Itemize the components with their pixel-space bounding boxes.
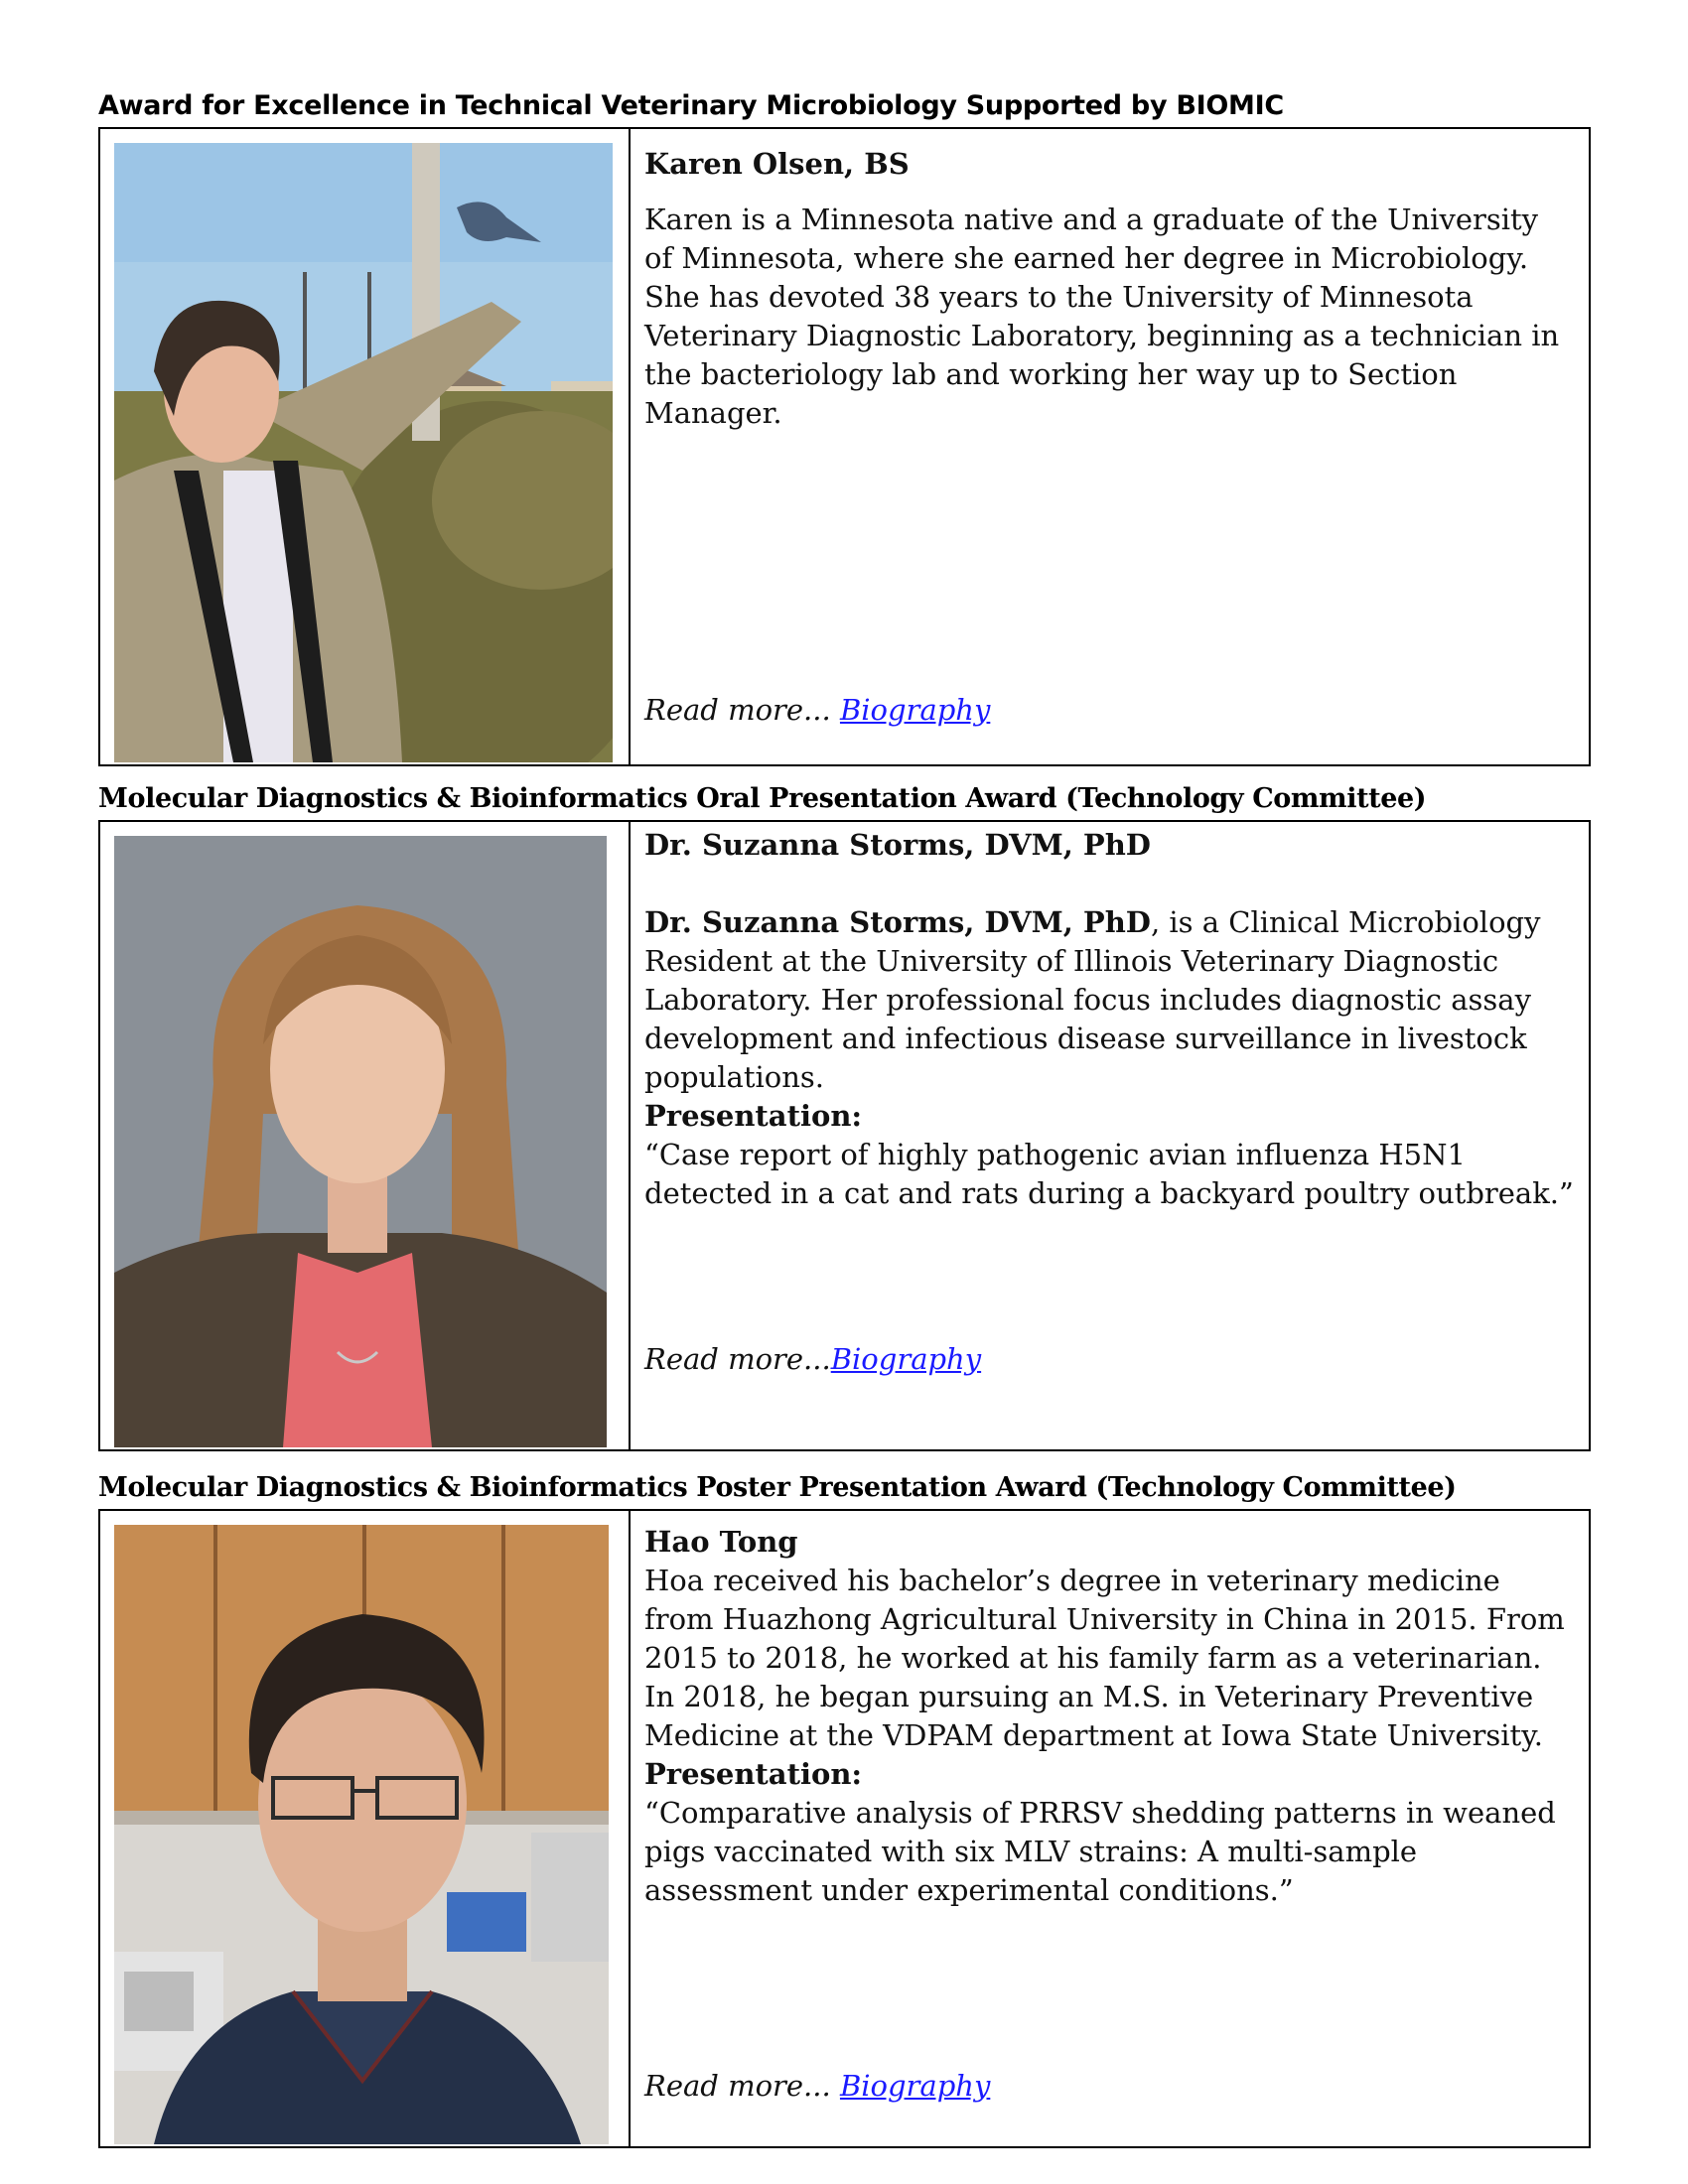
photo-cell	[100, 1511, 631, 2146]
award-card-suzanna-storms	[98, 820, 1591, 1451]
read-more	[644, 1340, 981, 1379]
read-more-prefix: Read more...	[644, 2069, 840, 2103]
awardee-bio-paragraph	[644, 903, 1575, 1097]
photo-cell	[100, 129, 631, 764]
award-card-hao-tong	[98, 1509, 1591, 2148]
read-more	[644, 2067, 990, 2106]
portrait-photo-suzanna-storms	[114, 836, 607, 1447]
presentation-title: “Comparative analysis of PRRSV shedding patterns in weaned pigs vaccinated with six MLV strains: A multi-sample assessment under experimental conditions.”	[644, 1796, 1556, 1907]
photo-cell	[100, 822, 631, 1449]
biography-link[interactable]: Biography	[839, 2069, 991, 2103]
read-more	[644, 691, 990, 730]
portrait-photo-karen-olsen	[114, 143, 613, 762]
awardee-bio: Hoa received his bachelor’s degree in veterinary medicine from Huazhong Agricultural University in China in 2015. From 2015 to 2018, he worked at his family farm as a veterinarian. In 2018, he began pursuing an M.S. in Veterinary Preventive Medicine at the VDPAM department at Iowa State University.	[644, 1564, 1565, 1752]
presentation-label: Presentation:	[644, 1099, 863, 1133]
awardee-bio-name: Dr. Suzanna Storms, DVM, PhD	[644, 905, 1151, 939]
presentation-title: “Case report of highly pathogenic avian influenza H5N1 detected in a cat and rats during a backyard poultry outbreak.”	[644, 1138, 1574, 1210]
awardee-bio: Karen is a Minnesota native and a graduate of the University of Minnesota, where she earned her degree in Microbiology. She has devoted 38 years to the University of Minnesota Veterinary Diagnostic Laboratory, beginning as a technician in the bacteriology lab and working her way up to Section Manager.	[644, 203, 1560, 430]
award-heading-oral: Molecular Diagnostics & Bioinformatics Oral Presentation Award (Technology Committee)	[98, 783, 1427, 814]
awardee-bio: , is a Clinical Microbiology Resident at the University of Illinois Veterinary Diagnostic Laboratory. Her professional focus includes diagnostic assay development and infectious disease surveillance in livestock populations.	[644, 905, 1541, 1094]
read-more-prefix: Read more...	[644, 1342, 831, 1376]
award-card-karen-olsen	[98, 127, 1591, 766]
presentation-label: Presentation:	[644, 1757, 863, 1791]
biography-link[interactable]: Biography	[830, 1342, 982, 1376]
text-cell	[631, 822, 1589, 1449]
awardee-name: Dr. Suzanna Storms, DVM, PhD	[644, 828, 1151, 862]
text-cell	[631, 129, 1589, 764]
award-heading-poster: Molecular Diagnostics & Bioinformatics Poster Presentation Award (Technology Committee)	[98, 1472, 1457, 1503]
read-more-prefix: Read more...	[644, 693, 840, 727]
awardee-name: Karen Olsen, BS	[644, 147, 910, 181]
portrait-photo-hao-tong	[114, 1525, 609, 2144]
award-heading-technical: Award for Excellence in Technical Veterinary Microbiology Supported by BIOMIC	[98, 90, 1284, 121]
text-cell	[631, 1511, 1589, 2146]
biography-link[interactable]: Biography	[839, 693, 991, 727]
awardee-name: Hao Tong	[644, 1525, 798, 1559]
